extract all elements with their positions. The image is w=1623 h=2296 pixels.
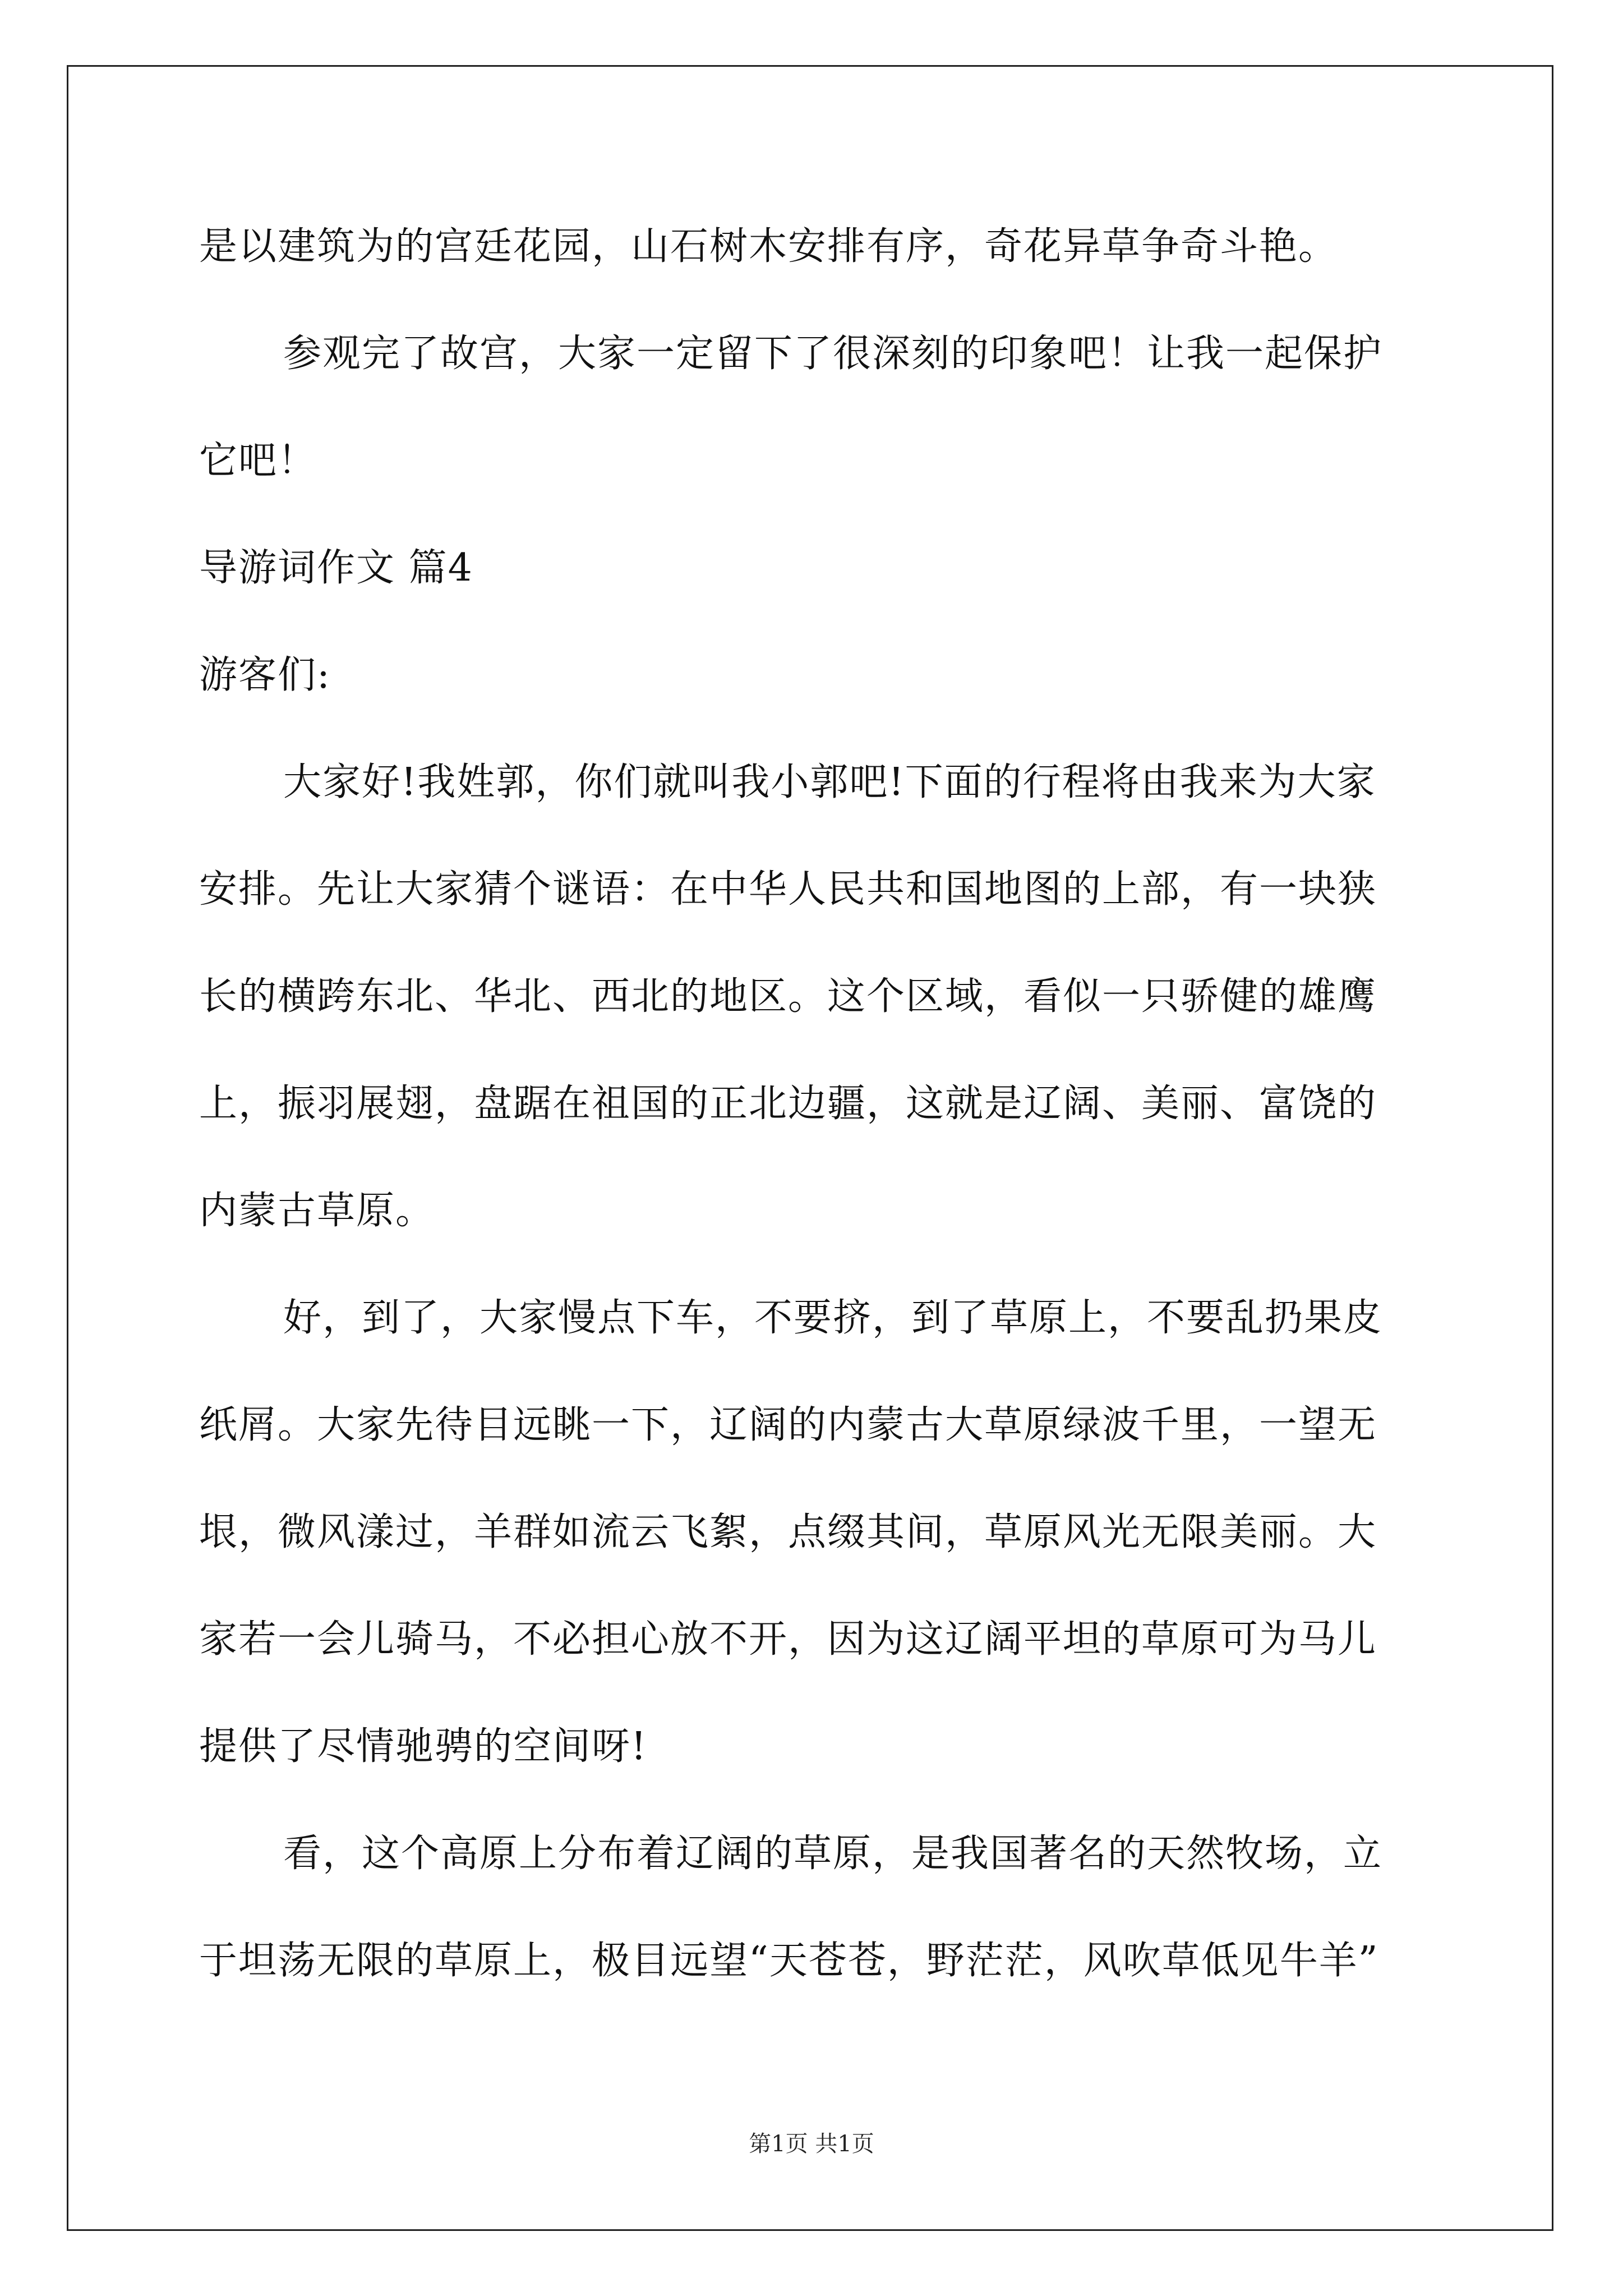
text-line: 于坦荡无限的草原上，极目远望“天苍苍，野茫茫，风吹草低见牛羊” bbox=[199, 1939, 1379, 1983]
text-line: 纸屑。大家先待目远眺一下，辽阔的内蒙古大草原绿波千里，一望无 bbox=[199, 1403, 1377, 1447]
text-line: 家若一会儿骑马，不必担心放不开，因为这辽阔平坦的草原可为马儿 bbox=[199, 1617, 1377, 1662]
paragraph-start: 看，这个高原上分布着辽阔的草原，是我国著名的天然牧场，立 bbox=[283, 1832, 1383, 1876]
text-line: 它吧！ bbox=[199, 439, 317, 483]
section-heading: 导游词作文 篇4 bbox=[199, 546, 473, 590]
text-line: 是以建筑为的宫廷花园，山石树木安排有序，奇花异草争奇斗艳。 bbox=[199, 224, 1338, 269]
text-line: 内蒙古草原。 bbox=[199, 1189, 435, 1233]
paragraph-start: 好，到了，大家慢点下车，不要挤，到了草原上，不要乱扔果皮 bbox=[283, 1296, 1383, 1340]
text-line: 长的横跨东北、华北、西北的地区。这个区域，看似一只骄健的雄鹰 bbox=[199, 974, 1377, 1019]
text-line: 提供了尽情驰骋的空间呀! bbox=[199, 1724, 648, 1769]
document-body bbox=[199, 193, 1438, 2014]
text-line: 垠，微风漾过，羊群如流云飞絮，点缀其间，草原风光无限美丽。大 bbox=[199, 1510, 1377, 1554]
paragraph-start: 参观完了故宫，大家一定留下了很深刻的印象吧！让我一起保护 bbox=[283, 332, 1383, 376]
page-footer: 第1页 共1页 bbox=[749, 2131, 874, 2157]
paragraph-start: 大家好!我姓郭，你们就叫我小郭吧!下面的行程将由我来为大家 bbox=[283, 760, 1376, 804]
text-line: 上，振羽展翅，盘踞在祖国的正北边疆，这就是辽阔、美丽、富饶的 bbox=[199, 1082, 1377, 1126]
text-line: 安排。先让大家猜个谜语：在中华人民共和国地图的上部，有一块狭 bbox=[199, 867, 1377, 912]
salutation: 游客们: bbox=[199, 653, 331, 697]
